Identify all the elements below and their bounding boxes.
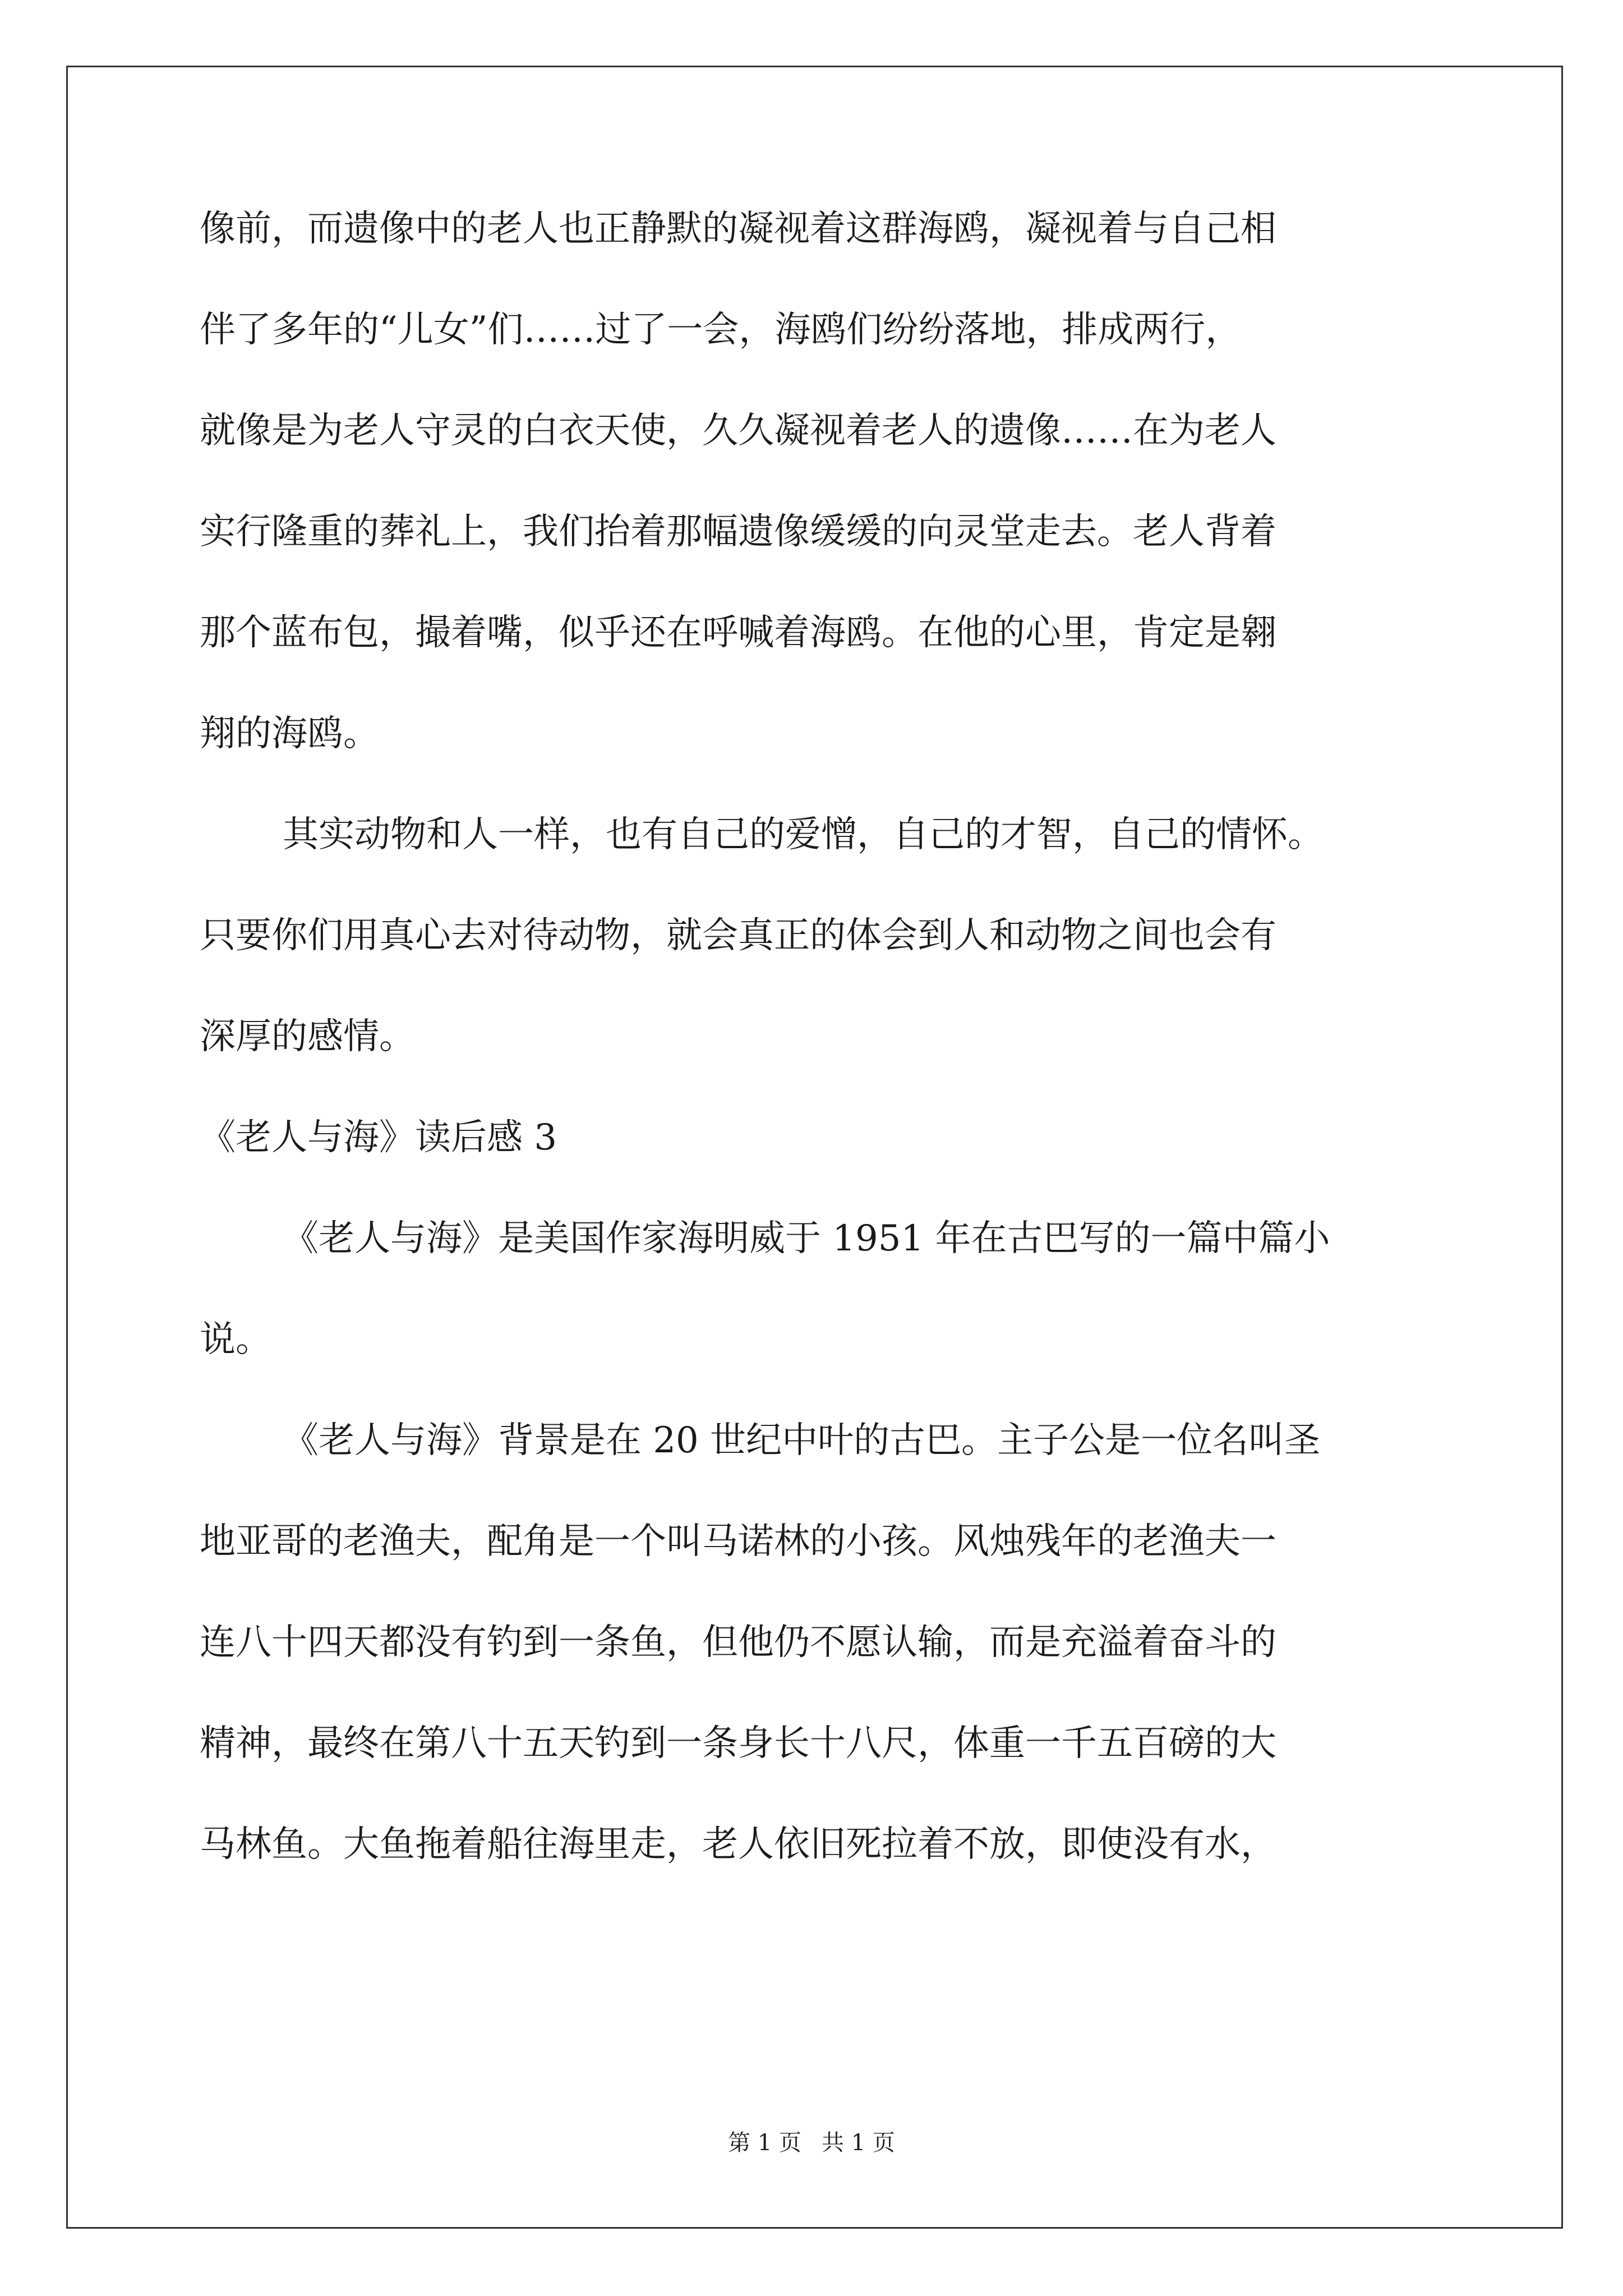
paragraph-line: 连八十四天都没有钓到一条鱼，但他仍不愿认输，而是充溢着奋斗的 [200, 1622, 1276, 1663]
paragraph-line: 其实动物和人一样，也有自己的爱憎，自己的才智，自己的情怀。 [283, 814, 1324, 855]
paragraph-line: 地亚哥的老渔夫，配角是一个叫马诺林的小孩。风烛残年的老渔夫一 [200, 1521, 1276, 1562]
paragraph-line: 像前，而遗像中的老人也正静默的凝视着这群海鸥，凝视着与自己相 [200, 208, 1276, 250]
paragraph-line: 只要你们用真心去对待动物，就会真正的体会到人和动物之间也会有 [200, 915, 1276, 956]
paragraph-line: 说。 [200, 1319, 271, 1360]
paragraph-line: 就像是为老人守灵的白衣天使，久久凝视着老人的遗像……在为老人 [200, 410, 1276, 452]
paragraph-line: 伴了多年的“儿女”们……过了一会，海鸥们纷纷落地，排成两行， [200, 309, 1242, 351]
page-number: 第 1 页 [728, 2130, 801, 2156]
paragraph-line: 深厚的感情。 [200, 1016, 415, 1057]
paragraph-line: 实行隆重的葬礼上，我们抬着那幅遗像缓缓的向灵堂走去。老人背着 [200, 511, 1276, 553]
paragraph-line: 那个蓝布包，撮着嘴，似乎还在呼喊着海鸥。在他的心里，肯定是翱 [200, 612, 1276, 654]
paragraph-line: 《老人与海》是美国作家海明威于 1951 年在古巴写的一篇中篇小 [283, 1218, 1330, 1259]
page-footer [0, 2129, 1623, 2157]
paragraph-line: 《老人与海》背景是在 20 世纪中叶的古巴。主子公是一位名叫圣 [283, 1420, 1321, 1461]
section-heading: 《老人与海》读后感 3 [200, 1117, 557, 1158]
paragraph-line: 精神，最终在第八十五天钓到一条身长十八尺，体重一千五百磅的大 [200, 1723, 1276, 1764]
page-total: 共 1 页 [822, 2130, 895, 2156]
paragraph-line: 马林鱼。大鱼拖着船往海里走，老人依旧死拉着不放，即使没有水， [200, 1824, 1276, 1865]
paragraph-line: 翔的海鸥。 [200, 713, 379, 754]
